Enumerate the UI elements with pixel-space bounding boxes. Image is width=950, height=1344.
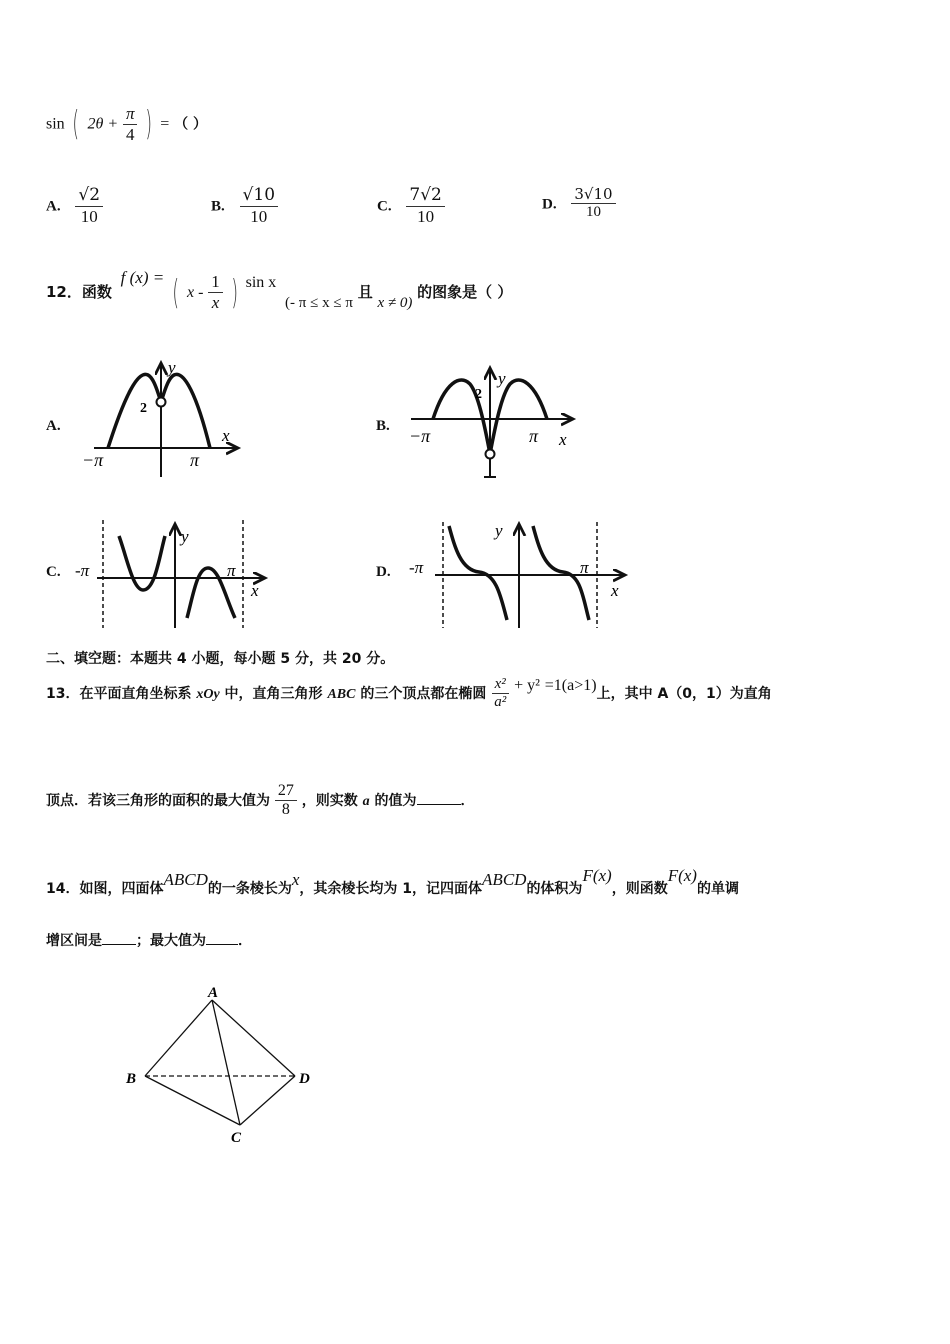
q13-line-1 <box>46 676 772 712</box>
q12-tail: 的图象是（ ） <box>417 283 513 301</box>
q14-text: 增区间是 <box>46 933 102 949</box>
q13-text: 顶点．若该三角形的面积的最大值为 <box>46 792 270 809</box>
q12-domain: (- π ≤ x ≤ π <box>285 295 353 311</box>
option-label: C. <box>377 198 392 215</box>
frac-den: 10 <box>80 206 98 226</box>
frac-den: a² <box>494 694 507 711</box>
q12-option-b-label[interactable]: B. <box>376 418 390 434</box>
q12-number: 12．函数 <box>46 283 112 301</box>
q14-text: 14．如图，四面体 <box>46 881 164 897</box>
option-label: A. <box>46 198 61 215</box>
edge-bc <box>145 1076 240 1125</box>
option-label: B. <box>211 198 225 215</box>
vertex-c-label: C <box>231 1130 242 1146</box>
pi-label: π <box>580 558 589 577</box>
edge-ab <box>145 1000 212 1076</box>
q11-expression <box>46 104 207 144</box>
frac-den: 10 <box>417 206 435 226</box>
q11-sin: sin <box>46 115 65 133</box>
curve-left <box>449 526 507 620</box>
q13-abc: ABC <box>327 686 356 702</box>
y-label: y <box>495 521 503 540</box>
q14-blank-max[interactable] <box>206 944 238 945</box>
q12-option-a-label[interactable]: A. <box>46 418 61 434</box>
edge-cd <box>240 1076 295 1125</box>
x-label: x <box>559 430 567 449</box>
q14-text: 的单调 <box>696 881 739 897</box>
vertex-a-label: A <box>208 985 219 1001</box>
option-value <box>240 186 278 226</box>
q13-ellipse-eq: =1(a>1) <box>544 676 597 694</box>
y-label: y <box>181 527 189 546</box>
frac-den: 10 <box>585 204 601 221</box>
q13-text: 的值为 <box>369 792 417 809</box>
q11-inner: 2θ + <box>87 115 119 133</box>
q12-option-c-label[interactable]: C. <box>46 564 61 580</box>
q12-graph-b[interactable] <box>405 362 585 484</box>
q11-option-d[interactable] <box>542 186 616 222</box>
q13-text: 上，其中 A（0，1）为直角 <box>596 685 772 702</box>
q14-text: ；最大值为 <box>136 933 206 949</box>
frac-num: 3√10 <box>571 186 615 204</box>
q14-text: ，其余棱长均为 1，记四面体 <box>299 881 483 897</box>
q14-abcd: ABCD <box>163 870 208 889</box>
neg-pi-label: -π <box>409 558 424 577</box>
option-value <box>406 186 444 226</box>
q11-option-b[interactable] <box>211 186 278 226</box>
q12-x-minus: x - <box>187 284 204 301</box>
q12-sinx: sin x <box>245 274 277 291</box>
q13-text: 的三个顶点都在椭圆 <box>355 685 487 702</box>
q12-one-over-x <box>208 272 223 312</box>
q13-answer-blank[interactable] <box>417 804 461 805</box>
q14-text: 的一条棱长为 <box>207 881 292 897</box>
q13-area-frac <box>275 782 297 820</box>
left-paren: ( <box>72 104 80 145</box>
q12-option-d-label[interactable]: D. <box>376 564 391 580</box>
q12-graph-a[interactable] <box>80 355 250 480</box>
q11-answer-paren: （ ） <box>174 116 207 133</box>
q13-text: 13．在平面直角坐标系 <box>46 685 197 702</box>
open-point <box>486 450 495 459</box>
section-2-heading: 二、填空题：本题共 4 小题，每小题 5 分，共 20 分。 <box>46 651 395 667</box>
frac-num: 1 <box>208 272 223 293</box>
option-value <box>75 186 103 226</box>
q13-line-2 <box>46 782 475 820</box>
frac-num: √10 <box>240 186 278 207</box>
pi-label: π <box>529 426 539 446</box>
q14-tetrahedron-figure <box>120 980 330 1150</box>
right-paren: ) <box>230 272 238 313</box>
neg-pi-label: −π <box>82 450 104 470</box>
neg-pi-label: −π <box>409 426 431 446</box>
q12-and: 且 <box>357 283 373 301</box>
q13-ellipse-plus: + y² <box>514 676 540 694</box>
pi-label: π <box>227 561 236 580</box>
q14-abcd: ABCD <box>482 870 527 889</box>
q11-eq: = <box>160 115 170 133</box>
y-label: y <box>498 369 506 388</box>
vertex-b-label: B <box>126 1071 137 1087</box>
frac-den: 10 <box>250 206 268 226</box>
q13-a: a <box>362 793 370 809</box>
x-label: x <box>251 581 259 600</box>
left-paren: ( <box>172 272 179 313</box>
q14-x: x <box>291 870 300 889</box>
q11-option-c[interactable] <box>377 186 445 226</box>
vertex-d-label: D <box>299 1071 310 1087</box>
two-label: 2 <box>140 401 147 416</box>
frac-den: x <box>211 293 220 312</box>
q13-text: 中，直角三角形 <box>219 685 328 702</box>
neg-pi-label: -π <box>75 561 90 580</box>
q14-line-2 <box>46 930 252 950</box>
frac-num: π <box>123 104 138 125</box>
frac-num: 7√2 <box>406 186 444 207</box>
y-label: y <box>168 358 176 377</box>
pi-label: π <box>190 450 200 470</box>
frac-num: 27 <box>275 782 297 801</box>
q14-text: ． <box>238 933 252 949</box>
x-label: x <box>611 581 619 600</box>
curve-left <box>119 536 165 590</box>
q12-graph-c[interactable] <box>75 518 270 630</box>
option-value <box>571 186 615 222</box>
q14-text: ，则函数 <box>611 881 668 897</box>
edge-ac <box>212 1000 240 1125</box>
q12-graph-d[interactable] <box>405 518 630 630</box>
q11-pi-over-4 <box>123 104 138 144</box>
q14-fx: F(x) <box>667 866 697 885</box>
q12-x-ne-0: x ≠ 0) <box>377 295 413 311</box>
open-point <box>157 398 166 407</box>
q13-xoy: xOy <box>196 686 220 702</box>
q14-line-1 <box>46 866 739 898</box>
q13-ellipse-frac <box>491 676 509 712</box>
q11-option-a[interactable] <box>46 186 103 226</box>
q14-text: 的体积为 <box>526 881 583 897</box>
option-label: D. <box>542 196 557 213</box>
q12-f: f (x) = <box>120 268 165 287</box>
frac-num: √2 <box>75 186 103 207</box>
x-label: x <box>222 426 230 445</box>
frac-num: x² <box>492 676 509 694</box>
q14-blank-increasing[interactable] <box>102 944 136 945</box>
frac-den: 8 <box>281 801 290 819</box>
q13-text: ． <box>460 792 475 809</box>
q12-stem <box>46 268 512 313</box>
edge-ad <box>212 1000 295 1076</box>
frac-den: 4 <box>125 124 135 144</box>
right-paren: ) <box>145 104 153 145</box>
q13-text: ，则实数 <box>301 792 363 809</box>
q14-fx: F(x) <box>582 866 612 885</box>
curve <box>108 374 210 448</box>
two-label: 2 <box>475 387 482 402</box>
